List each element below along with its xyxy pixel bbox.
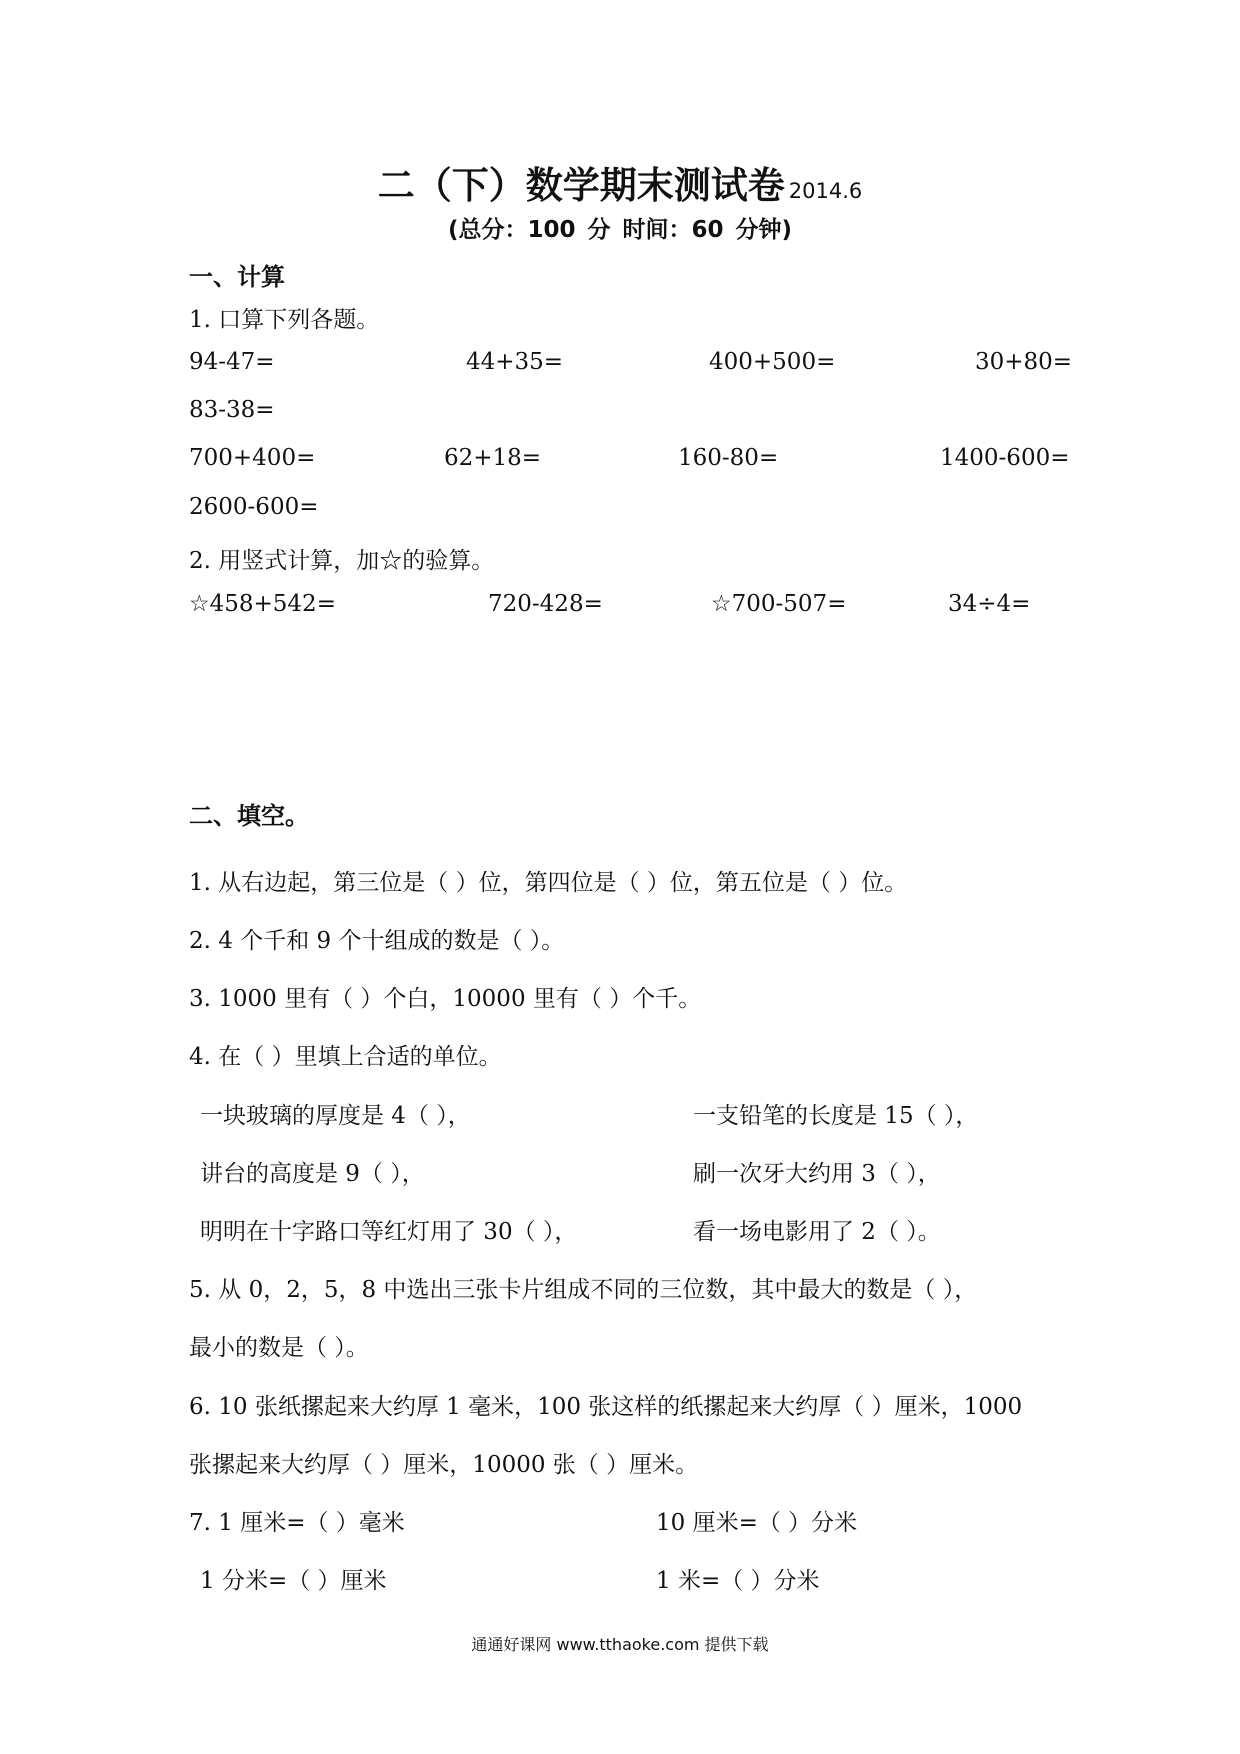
oral-item: 1400-600=: [940, 445, 1070, 471]
conversion-item: 7. 1 厘米=（ ）毫米: [189, 1510, 405, 1536]
vertical-item: ☆700-507=: [711, 591, 847, 617]
fill-q6-line1: 6. 10 张纸摞起来大约厚 1 毫米，100 张这样的纸摞起来大约厚（ ）厘米，1000: [189, 1394, 1023, 1420]
fill-q4: 4. 在（ ）里填上合适的单位。: [189, 1044, 502, 1070]
exam-subtitle: (总分：100 分 时间：60 分钟): [447, 217, 793, 243]
fill-q2: 2. 4 个千和 9 个十组成的数是（ ）。: [189, 928, 565, 954]
fill-q6-line2: 张摞起来大约厚（ ）厘米，10000 张（ ）厘米。: [189, 1452, 699, 1478]
unit-item: 看一场电影用了 2（ ）。: [693, 1219, 941, 1245]
fill-q3: 3. 1000 里有（ ）个白，10000 里有（ ）个千。: [189, 986, 702, 1012]
exam-date: 2014.6: [788, 179, 863, 203]
oral-item: 400+500=: [709, 349, 836, 375]
vertical-item: ☆458+542=: [189, 591, 336, 617]
conversion-item: 1 分米=（ ）厘米: [200, 1568, 387, 1594]
oral-item: 94-47=: [189, 349, 275, 375]
oral-item: 160-80=: [678, 445, 779, 471]
unit-item: 一支铅笔的长度是 15（ ），: [693, 1103, 979, 1129]
oral-item: 30+80=: [975, 349, 1073, 375]
oral-item: 2600-600=: [189, 494, 319, 520]
oral-item: 83-38=: [189, 397, 275, 423]
fill-q1: 1. 从右边起，第三位是（ ）位，第四位是（ ）位，第五位是（ ）位。: [189, 870, 908, 896]
conversion-item: 10 厘米=（ ）分米: [656, 1510, 858, 1536]
q1-label: 1. 口算下列各题。: [189, 307, 380, 333]
section2-heading: 二、填空。: [189, 802, 309, 830]
footer-credit: 通通好课网 www.tthaoke.com 提供下载: [471, 1635, 769, 1654]
section1-heading: 一、计算: [189, 263, 285, 291]
fill-q5-line2: 最小的数是（ ）。: [189, 1335, 369, 1361]
unit-item: 明明在十字路口等红灯用了 30（ ），: [200, 1219, 578, 1245]
oral-item: 62+18=: [444, 445, 542, 471]
conversion-item: 1 米=（ ）分米: [656, 1568, 820, 1594]
vertical-item: 720-428=: [488, 591, 603, 617]
oral-item: 44+35=: [466, 349, 564, 375]
fill-q5-line1: 5. 从 0，2，5，8 中选出三张卡片组成不同的三位数，其中最大的数是（ ），: [189, 1277, 978, 1303]
vertical-item: 34÷4=: [948, 591, 1031, 617]
oral-item: 700+400=: [189, 445, 316, 471]
unit-item: 讲台的高度是 9（ ），: [200, 1161, 425, 1187]
q2-label: 2. 用竖式计算，加☆的验算。: [189, 548, 495, 574]
page-title: [0, 155, 1240, 209]
unit-item: 一块玻璃的厚度是 4（ ），: [200, 1103, 471, 1129]
title-text: 二（下）数学期末测试卷: [377, 164, 785, 207]
unit-item: 刷一次牙大约用 3（ ），: [693, 1161, 941, 1187]
